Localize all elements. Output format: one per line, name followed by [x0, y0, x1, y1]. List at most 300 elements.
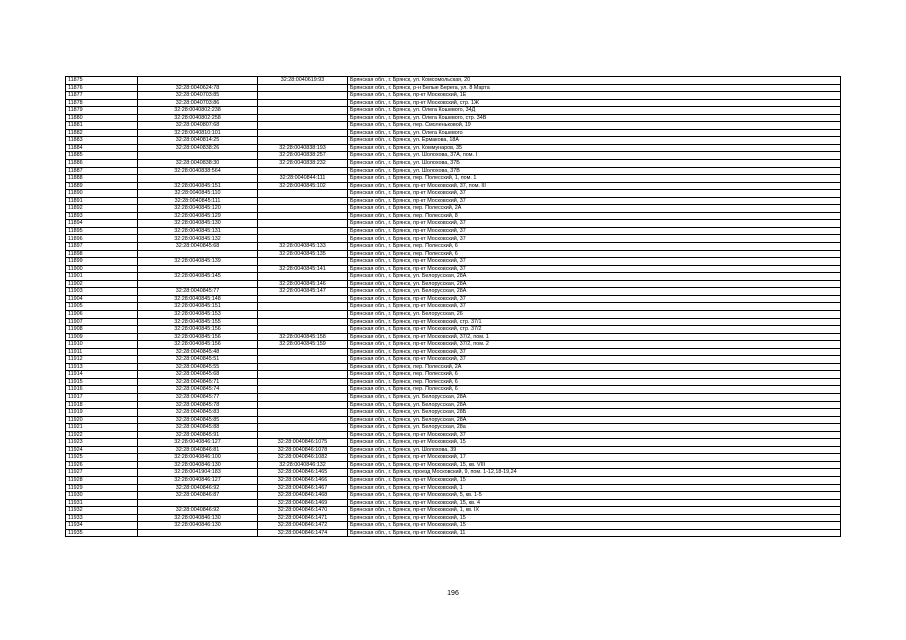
parcel-number-cell: 32:28:0040624:78 [138, 84, 258, 92]
row-number-cell: 11876 [66, 84, 138, 92]
object-number-cell [258, 190, 348, 198]
address-cell: Брянская обл., г. Брянск, пер. Полесский, 6 [348, 371, 841, 379]
row-number-cell: 11934 [66, 522, 138, 530]
address-cell: Брянская обл., г. Брянск, пр-кт Московский, 37 [348, 431, 841, 439]
row-number-cell: 11922 [66, 431, 138, 439]
address-cell: Брянская обл., г. Брянск, проезд Московский, 9, пом. 1-12,18-19,24 [348, 469, 841, 477]
row-number-cell: 11900 [66, 265, 138, 273]
row-number-cell: 11929 [66, 484, 138, 492]
table-row [66, 507, 841, 515]
row-number-cell: 11880 [66, 114, 138, 122]
object-number-cell: 32:28:0040845:135 [258, 250, 348, 258]
object-number-cell [258, 220, 348, 228]
table-row [66, 197, 841, 205]
address-cell: Брянская обл., г. Брянск, ул. Шолохова, 37А, пом. I [348, 152, 841, 160]
row-number-cell: 11926 [66, 461, 138, 469]
address-cell: Брянская обл., г. Брянск, пр-кт Московский, 37 [348, 197, 841, 205]
row-number-cell: 11903 [66, 288, 138, 296]
object-number-cell: 32:28:0040846:1075 [258, 439, 348, 447]
object-number-cell [258, 348, 348, 356]
row-number-cell: 11892 [66, 205, 138, 213]
row-number-cell: 11908 [66, 326, 138, 334]
object-number-cell [258, 303, 348, 311]
address-cell: Брянская обл., г. Брянск, пер. Полесский, 2А [348, 205, 841, 213]
table-row [66, 461, 841, 469]
table-row [66, 212, 841, 220]
object-number-cell [258, 129, 348, 137]
parcel-number-cell: 32:28:0040845:85 [138, 416, 258, 424]
parcel-number-cell: 32:28:0040846:127 [138, 476, 258, 484]
object-number-cell: 32:28:0040845:141 [258, 265, 348, 273]
object-number-cell: 32:28:0040845:146 [258, 280, 348, 288]
address-cell: Брянская обл., г. Брянск, пр-кт Московский, 1 [348, 484, 841, 492]
row-number-cell: 11895 [66, 227, 138, 235]
object-number-cell [258, 167, 348, 175]
row-number-cell: 11902 [66, 280, 138, 288]
table-row [66, 393, 841, 401]
parcel-number-cell [138, 280, 258, 288]
parcel-number-cell: 32:28:0040838:564 [138, 167, 258, 175]
table-row [66, 129, 841, 137]
row-number-cell: 11896 [66, 235, 138, 243]
table-row [66, 514, 841, 522]
object-number-cell [258, 431, 348, 439]
row-number-cell: 11899 [66, 258, 138, 266]
parcel-number-cell: 32:28:0041904:183 [138, 469, 258, 477]
parcel-number-cell: 32:28:0040703:86 [138, 99, 258, 107]
address-cell: Брянская обл., г. Брянск, ул. Белорусская, 28А [348, 288, 841, 296]
parcel-number-cell: 32:28:0040846:100 [138, 454, 258, 462]
parcel-number-cell [138, 175, 258, 183]
table-row [66, 175, 841, 183]
object-number-cell [258, 273, 348, 281]
object-number-cell [258, 235, 348, 243]
parcel-number-cell: 32:28:0040845:110 [138, 190, 258, 198]
object-number-cell: 32:28:0040846:1082 [258, 454, 348, 462]
table-row [66, 378, 841, 386]
object-number-cell [258, 92, 348, 100]
object-number-cell [258, 386, 348, 394]
parcel-number-cell: 32:28:0040845:131 [138, 227, 258, 235]
table-row [66, 341, 841, 349]
object-number-cell [258, 409, 348, 417]
address-cell: Брянская обл., г. Брянск, пр-кт Московский, 37 [348, 303, 841, 311]
address-cell: Брянская обл., г. Брянск, пр-кт Московский, 15, кв. 4 [348, 499, 841, 507]
object-number-cell: 32:28:0040846:1078 [258, 446, 348, 454]
row-number-cell: 11909 [66, 333, 138, 341]
parcel-number-cell: 32:28:0040845:148 [138, 295, 258, 303]
object-number-cell [258, 107, 348, 115]
object-number-cell [258, 295, 348, 303]
address-cell: Брянская обл., г. Брянск, ул. Белорусская, 28а [348, 424, 841, 432]
object-number-cell [258, 363, 348, 371]
address-cell: Брянская обл., г. Брянск, пр-кт Московский, 37 [348, 295, 841, 303]
table-row [66, 401, 841, 409]
row-number-cell: 11916 [66, 386, 138, 394]
table-row [66, 348, 841, 356]
table-row [66, 492, 841, 500]
row-number-cell: 11878 [66, 99, 138, 107]
address-cell: Брянская обл., г. Брянск, ул. Коммунаров, 35 [348, 144, 841, 152]
object-number-cell: 32:28:0040846:1470 [258, 507, 348, 515]
address-cell: Брянская обл., г. Брянск, ул. Олега Кошевого [348, 129, 841, 137]
parcel-number-cell: 32:28:0040845:68 [138, 243, 258, 251]
row-number-cell: 11887 [66, 167, 138, 175]
object-number-cell [258, 310, 348, 318]
object-number-cell: 32:28:0040846:1472 [258, 522, 348, 530]
row-number-cell: 11935 [66, 529, 138, 537]
parcel-number-cell: 32:28:0040845:71 [138, 378, 258, 386]
parcel-number-cell: 32:28:0040845:145 [138, 273, 258, 281]
parcel-number-cell: 32:28:0040845:129 [138, 212, 258, 220]
row-number-cell: 11925 [66, 454, 138, 462]
row-number-cell: 11920 [66, 416, 138, 424]
address-cell: Брянская обл., г. Брянск, пр-кт Московский, 1, кв. IX [348, 507, 841, 515]
parcel-number-cell: 32:28:0040846:130 [138, 461, 258, 469]
parcel-number-cell: 32:28:0040838:30 [138, 160, 258, 168]
object-number-cell [258, 212, 348, 220]
address-cell: Брянская обл., г. Брянск, пр-кт Московский, 37 [348, 258, 841, 266]
row-number-cell: 11932 [66, 507, 138, 515]
address-cell: Брянская обл., г. Брянск, пер. Полесский, 6 [348, 378, 841, 386]
table-row [66, 235, 841, 243]
row-number-cell: 11893 [66, 212, 138, 220]
parcel-number-cell: 32:28:0040845:68 [138, 371, 258, 379]
address-cell: Брянская обл., г. Брянск, пр-кт Московский, 37 [348, 348, 841, 356]
table-row [66, 205, 841, 213]
table-row [66, 318, 841, 326]
address-cell: Брянская обл., г. Брянск, пр-кт Московский, 37 [348, 190, 841, 198]
object-number-cell [258, 318, 348, 326]
parcel-number-cell [138, 499, 258, 507]
row-number-cell: 11931 [66, 499, 138, 507]
row-number-cell: 11906 [66, 310, 138, 318]
parcel-number-cell: 32:28:0040845:156 [138, 341, 258, 349]
table-row [66, 439, 841, 447]
parcel-number-cell: 32:28:0040845:55 [138, 363, 258, 371]
object-number-cell: 32:28:0040619:93 [258, 77, 348, 85]
address-cell: Брянская обл., г. Брянск, пр-кт Московский, 37 [348, 265, 841, 273]
table-row [66, 167, 841, 175]
address-cell: Брянская обл., г. Брянск, пр-кт Московский, 37 [348, 220, 841, 228]
object-number-cell [258, 378, 348, 386]
row-number-cell: 11927 [66, 469, 138, 477]
object-number-cell: 32:28:0040845:158 [258, 333, 348, 341]
table-row [66, 122, 841, 130]
table-row [66, 454, 841, 462]
address-cell: Брянская обл., г. Брянск, пр-кт Московский, 37 [348, 227, 841, 235]
parcel-number-cell: 32:28:0040845:156 [138, 333, 258, 341]
address-cell: Брянская обл., г. Брянск, ул. Белорусская, 28А [348, 280, 841, 288]
address-cell: Брянская обл., г. Брянск, ул. Шолохова, 37Б [348, 160, 841, 168]
parcel-number-cell: 32:28:0040845:78 [138, 401, 258, 409]
table-row [66, 326, 841, 334]
table-row [66, 424, 841, 432]
parcel-number-cell: 32:28:0040845:120 [138, 205, 258, 213]
parcel-number-cell: 32:28:0040845:151 [138, 303, 258, 311]
parcel-number-cell: 32:28:0040846:130 [138, 522, 258, 530]
row-number-cell: 11877 [66, 92, 138, 100]
page-number: 196 [447, 590, 459, 597]
address-cell: Брянская обл., г. Брянск, ул. Комсомольская, 20 [348, 77, 841, 85]
table-row [66, 303, 841, 311]
parcel-number-cell: 32:28:0040845:88 [138, 424, 258, 432]
row-number-cell: 11891 [66, 197, 138, 205]
parcel-number-cell [138, 265, 258, 273]
address-cell: Брянская обл., г. Брянск, пр-кт Московский, 15 [348, 522, 841, 530]
object-number-cell: 32:28:0040838:193 [258, 144, 348, 152]
table-row [66, 356, 841, 364]
table-row [66, 258, 841, 266]
table-row [66, 386, 841, 394]
address-cell: Брянская обл., г. Брянск, ул. Ермакова, 18А [348, 137, 841, 145]
row-number-cell: 11888 [66, 175, 138, 183]
address-cell: Брянская обл., г. Брянск, пер. Полесский, 1, пом. 1 [348, 175, 841, 183]
row-number-cell: 11905 [66, 303, 138, 311]
object-number-cell: 32:28:0040846:1466 [258, 476, 348, 484]
object-number-cell [258, 424, 348, 432]
table-row [66, 431, 841, 439]
parcel-number-cell: 32:28:0040807:68 [138, 122, 258, 130]
address-cell: Брянская обл., г. Брянск, ул. Шолохова, 37В [348, 167, 841, 175]
address-cell: Брянская обл., г. Брянск, ул. Олега Кошевого, 34Д [348, 107, 841, 115]
table-row [66, 220, 841, 228]
parcel-number-cell: 32:28:0040838:26 [138, 144, 258, 152]
object-number-cell: 32:28:0040845:147 [258, 288, 348, 296]
object-number-cell: 32:28:0040846:1465 [258, 469, 348, 477]
parcel-number-cell: 32:28:0040845:155 [138, 318, 258, 326]
table-row [66, 522, 841, 530]
table-row [66, 371, 841, 379]
address-cell: Брянская обл., г. Брянск, пр-кт Московский, 15 [348, 439, 841, 447]
parcel-number-cell [138, 529, 258, 537]
table-row [66, 227, 841, 235]
row-number-cell: 11921 [66, 424, 138, 432]
row-number-cell: 11883 [66, 137, 138, 145]
table-row [66, 469, 841, 477]
object-number-cell: 32:28:0040838:232 [258, 160, 348, 168]
parcel-number-cell: 32:28:0040845:139 [138, 258, 258, 266]
table-row [66, 310, 841, 318]
table-row [66, 295, 841, 303]
address-cell: Брянская обл., г. Брянск, пр-кт Московский, 37, пом. III [348, 182, 841, 190]
object-number-cell: 32:28:0040845:133 [258, 243, 348, 251]
address-cell: Брянская обл., г. Брянск, ул. Шолохова, 39 [348, 446, 841, 454]
object-number-cell: 32:28:0040846:1471 [258, 514, 348, 522]
address-cell: Брянская обл., г. Брянск, пер. Полесский, 8 [348, 212, 841, 220]
address-cell: Брянская обл., г. Брянск, пер. Полесский, 6 [348, 243, 841, 251]
table-row [66, 182, 841, 190]
object-number-cell: 32:28:0040846:1469 [258, 499, 348, 507]
table-row [66, 77, 841, 85]
object-number-cell [258, 205, 348, 213]
table-row [66, 529, 841, 537]
parcel-number-cell: 32:28:0040846:87 [138, 492, 258, 500]
table-row [66, 114, 841, 122]
table-row [66, 499, 841, 507]
address-cell: Брянская обл., г. Брянск, ул. Олега Кошевого, стр. 34В [348, 114, 841, 122]
table-row [66, 409, 841, 417]
address-cell: Брянская обл., г. Брянск, пр-кт Московский, 37/2, пом. 2 [348, 341, 841, 349]
table-row [66, 107, 841, 115]
address-cell: Брянская обл., г. Брянск, пр-кт Московский, 37/2, пом. 1 [348, 333, 841, 341]
address-cell: Брянская обл., г. Брянск, ул. Белорусская, 26 [348, 310, 841, 318]
registry-table [65, 76, 841, 537]
object-number-cell: 32:28:0040846:1467 [258, 484, 348, 492]
object-number-cell [258, 99, 348, 107]
table-row [66, 160, 841, 168]
object-number-cell [258, 122, 348, 130]
address-cell: Брянская обл., г. Брянск, пр-кт Московский, стр. 37/2 [348, 326, 841, 334]
parcel-number-cell: 32:28:0040845:83 [138, 409, 258, 417]
object-number-cell [258, 114, 348, 122]
object-number-cell: 32:28:0040845:159 [258, 341, 348, 349]
object-number-cell: 32:28:0040846:1474 [258, 529, 348, 537]
row-number-cell: 11886 [66, 160, 138, 168]
table-row [66, 280, 841, 288]
table-row [66, 288, 841, 296]
object-number-cell: 32:28:0040846:132 [258, 461, 348, 469]
object-number-cell [258, 137, 348, 145]
object-number-cell [258, 84, 348, 92]
table-row [66, 99, 841, 107]
table-row [66, 446, 841, 454]
table-row [66, 265, 841, 273]
parcel-number-cell: 32:28:0040845:48 [138, 348, 258, 356]
row-number-cell: 11884 [66, 144, 138, 152]
address-cell: Брянская обл., г. Брянск, ул. Белорусская, 28Б [348, 409, 841, 417]
row-number-cell: 11928 [66, 476, 138, 484]
parcel-number-cell: 32:28:0040845:77 [138, 393, 258, 401]
row-number-cell: 11889 [66, 182, 138, 190]
parcel-number-cell: 32:28:0040846:130 [138, 514, 258, 522]
table-row [66, 476, 841, 484]
address-cell: Брянская обл., г. Брянск, пер. Смоленьковой, 19 [348, 122, 841, 130]
parcel-number-cell: 32:28:0040845:111 [138, 197, 258, 205]
address-cell: Брянская обл., г. Брянск, пр-кт Московский, 5, кв. 1-5 [348, 492, 841, 500]
row-number-cell: 11933 [66, 514, 138, 522]
row-number-cell: 11915 [66, 378, 138, 386]
object-number-cell [258, 326, 348, 334]
row-number-cell: 11911 [66, 348, 138, 356]
row-number-cell: 11894 [66, 220, 138, 228]
object-number-cell [258, 393, 348, 401]
row-number-cell: 11919 [66, 409, 138, 417]
address-cell: Брянская обл., г. Брянск, пр-кт Московский, стр. 37/1 [348, 318, 841, 326]
row-number-cell: 11910 [66, 341, 138, 349]
address-cell: Брянская обл., г. Брянск, пер. Полесский, 6 [348, 250, 841, 258]
row-number-cell: 11930 [66, 492, 138, 500]
parcel-number-cell: 32:28:0040845:77 [138, 288, 258, 296]
row-number-cell: 11923 [66, 439, 138, 447]
parcel-number-cell: 32:28:0040845:156 [138, 326, 258, 334]
row-number-cell: 11881 [66, 122, 138, 130]
parcel-number-cell: 32:28:0040846:92 [138, 484, 258, 492]
table-row [66, 416, 841, 424]
address-cell: Брянская обл., г. Брянск, ул. Белорусская, 28А [348, 416, 841, 424]
address-cell: Брянская обл., г. Брянск, пер. Полесский, 2А [348, 363, 841, 371]
parcel-number-cell [138, 77, 258, 85]
row-number-cell: 11901 [66, 273, 138, 281]
address-cell: Брянская обл., г. Брянск, пр-кт Московский, 37 [348, 235, 841, 243]
table-row [66, 84, 841, 92]
row-number-cell: 11917 [66, 393, 138, 401]
row-number-cell: 11907 [66, 318, 138, 326]
object-number-cell [258, 227, 348, 235]
object-number-cell [258, 258, 348, 266]
row-number-cell: 11879 [66, 107, 138, 115]
row-number-cell: 11890 [66, 190, 138, 198]
row-number-cell: 11897 [66, 243, 138, 251]
parcel-number-cell: 32:28:0040845:151 [138, 182, 258, 190]
object-number-cell [258, 197, 348, 205]
parcel-number-cell: 32:28:0040846:92 [138, 507, 258, 515]
parcel-number-cell [138, 250, 258, 258]
object-number-cell [258, 416, 348, 424]
object-number-cell [258, 401, 348, 409]
row-number-cell: 11904 [66, 295, 138, 303]
address-cell: Брянская обл., г. Брянск, ул. Белорусская, 28А [348, 401, 841, 409]
parcel-number-cell: 32:28:0040845:91 [138, 431, 258, 439]
registry-table-body [66, 77, 841, 537]
address-cell: Брянская обл., г. Брянск, ул. Белорусская, 28А [348, 393, 841, 401]
row-number-cell: 11918 [66, 401, 138, 409]
address-cell: Брянская обл., г. Брянск, пер. Полесский, 6 [348, 386, 841, 394]
row-number-cell: 11882 [66, 129, 138, 137]
object-number-cell [258, 356, 348, 364]
address-cell: Брянская обл., г. Брянск, пр-кт Московский, стр. 1Ж [348, 99, 841, 107]
parcel-number-cell: 32:28:0040845:132 [138, 235, 258, 243]
table-row [66, 333, 841, 341]
row-number-cell: 11912 [66, 356, 138, 364]
row-number-cell: 11885 [66, 152, 138, 160]
parcel-number-cell: 32:28:0040814:25 [138, 137, 258, 145]
row-number-cell: 11875 [66, 77, 138, 85]
table-row [66, 273, 841, 281]
table-row [66, 152, 841, 160]
table-row [66, 137, 841, 145]
row-number-cell: 11914 [66, 371, 138, 379]
address-cell: Брянская обл., г. Брянск, пр-кт Московский, 1Е [348, 92, 841, 100]
object-number-cell [258, 371, 348, 379]
parcel-number-cell: 32:28:0040810:101 [138, 129, 258, 137]
parcel-number-cell: 32:28:0040845:51 [138, 356, 258, 364]
parcel-number-cell: 32:28:0040845:153 [138, 310, 258, 318]
object-number-cell: 32:28:0040845:102 [258, 182, 348, 190]
row-number-cell: 11898 [66, 250, 138, 258]
address-cell: Брянская обл., г. Брянск, пр-кт Московский, 37 [348, 356, 841, 364]
object-number-cell: 32:28:0040844:111 [258, 175, 348, 183]
table-row [66, 190, 841, 198]
object-number-cell: 32:28:0040846:1468 [258, 492, 348, 500]
parcel-number-cell [138, 152, 258, 160]
table-row [66, 363, 841, 371]
table-row [66, 243, 841, 251]
table-row [66, 484, 841, 492]
address-cell: Брянская обл., г. Брянск, ул. Белорусская, 28А [348, 273, 841, 281]
table-row [66, 92, 841, 100]
parcel-number-cell: 32:28:0040845:74 [138, 386, 258, 394]
address-cell: Брянская обл., г. Брянск, пр-кт Московский, 15 [348, 476, 841, 484]
address-cell: Брянская обл., г. Брянск, пр-кт Московский, 15, кв. VIII [348, 461, 841, 469]
address-cell: Брянская обл., г. Брянск, р-н Белые Берега, ул. 8 Марта [348, 84, 841, 92]
table-row [66, 144, 841, 152]
address-cell: Брянская обл., г. Брянск, пр-кт Московский, 17 [348, 454, 841, 462]
row-number-cell: 11913 [66, 363, 138, 371]
parcel-number-cell: 32:28:0040802:238 [138, 107, 258, 115]
parcel-number-cell: 32:28:0040703:85 [138, 92, 258, 100]
address-cell: Брянская обл., г. Брянск, пр-кт Московский, 11 [348, 529, 841, 537]
